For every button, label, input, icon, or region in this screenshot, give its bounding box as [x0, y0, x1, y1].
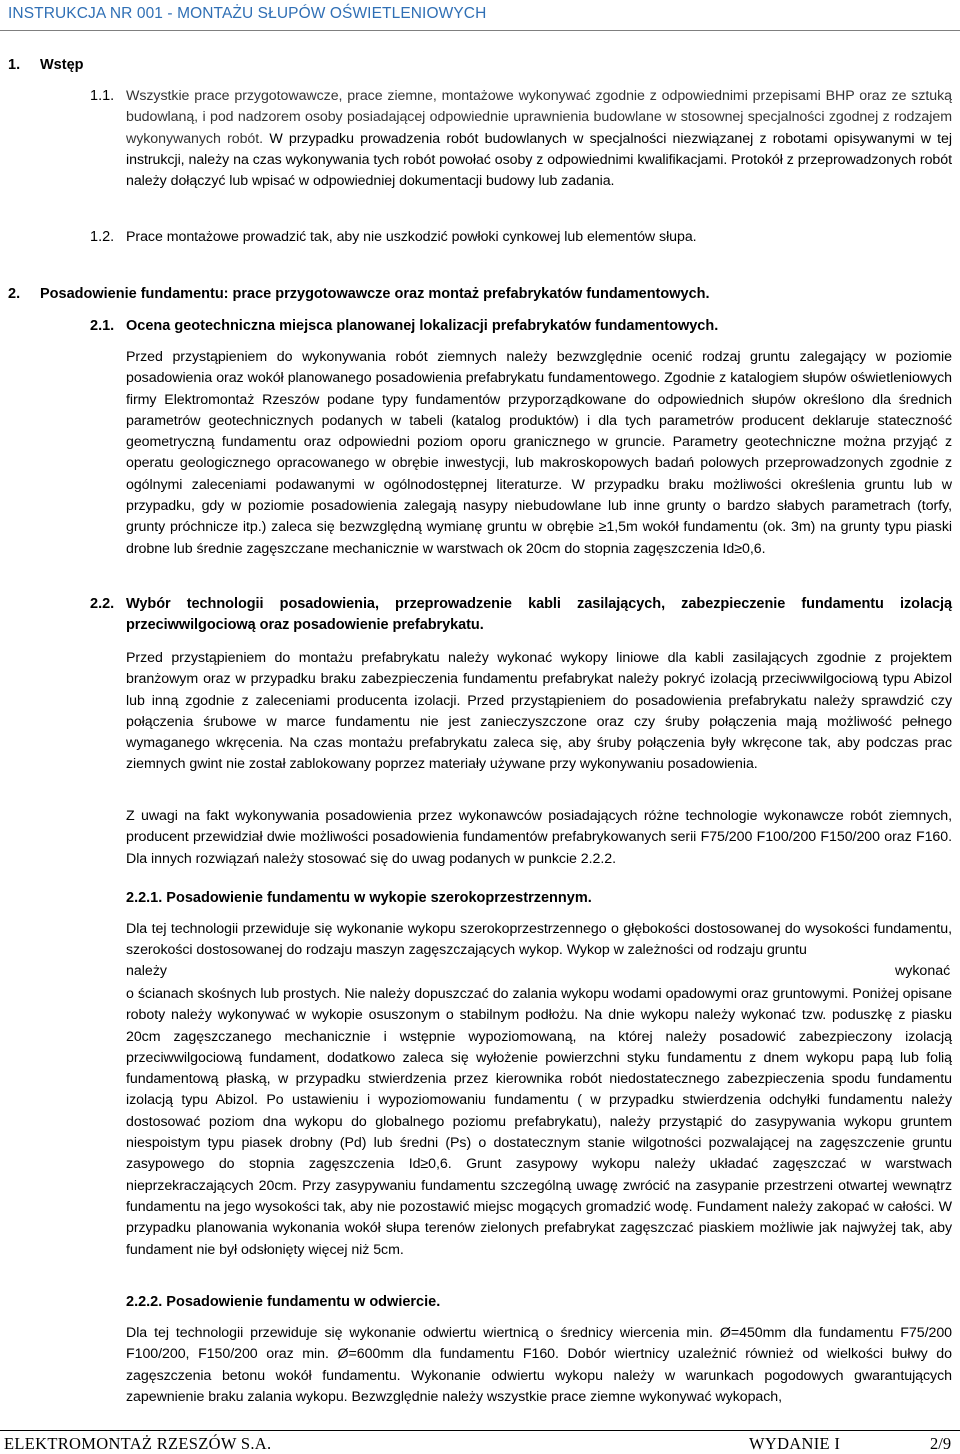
section-2-2-1-text-b-right: wykonać [895, 963, 951, 979]
section-2-2-1-text-a: Dla tej technologii przewiduje się wykonanie wykopu szerokoprzestrzennego o głębokości dostosowanej do wysokości fundamentu, szerokości dostosowanej do rodzaju maszyn zagęszczających wykop. Wykop w zależności od rodzaju gruntu [126, 921, 952, 959]
document-header [0, 0, 960, 31]
section-2-1-title: Ocena geotechniczna miejsca planowanej lokalizacji prefabrykatów fundamentowych. [126, 318, 719, 334]
section-2-2-text-1: Przed przystąpieniem do montażu prefabrykatu należy wykonać wykopy liniowe dla kabli zasilających zgodnie z projektem branżowym oraz w przypadku braku zabezpieczenia fundamentu prefabrykat należy pokryć izolacją przeciwwilgociową typu Abizol lub inną zgodnie z zaleceniami producenta izolacji. Przed przystąpieniem do posadowienia prefabrykatu należy sprawdzić czy połączenia śrubowe w marce fundamentu nie jest zanieczyszczone oraz czy śruby połączenia mają możliwość pełnego wymaganego wkręcenia. Na czas montażu prefabrykatu zaleca się, aby śruby połączenia były wkręcone tak, aby podczas prac ziemnych gwint nie został zablokowany poprzez materiały używane przy wykonywaniu posadowienia. [126, 650, 952, 773]
document-title: INSTRUKCJA NR 001 - MONTAŻU SŁUPÓW OŚWIETLENIOWYCH [8, 5, 487, 22]
footer-company: ELEKTROMONTAŻ RZESZÓW S.A. [4, 1434, 272, 1453]
section-2-2-number: 2.2. [90, 596, 115, 612]
footer-page-number: 2/9 [930, 1434, 952, 1453]
section-2-2-text-2: Z uwagi na fakt wykonywania posadowienia przez wykonawców posiadających różne technologie wykonawcze robót ziemnych, producent przewidział dwie możliwości posadowienia fundamentów prefabrykowanych serii F75/200 F100/200 F150/200 oraz F160. Dla innych rozwiązań należy stosować się do uwag podanych w punkcie 2.2.2. [126, 808, 952, 867]
document-footer [0, 1430, 960, 1454]
section-2-1-number: 2.1. [90, 318, 115, 334]
section-2-2-1-text-b-left: należy [126, 963, 168, 979]
section-1-2-text: Prace montażowe prowadzić tak, aby nie uszkodzić powłoki cynkowej lub elementów słupa. [126, 229, 697, 245]
section-2-2-1-text-c: o ścianach skośnych lub prostych. Nie należy dopuszczać do zalania wykopu wodami opadowymi oraz gruntowymi. Poniżej opisane roboty należy wykonywać w wykopie osuszonym o stabilnym podłożu. Na dnie wykopu należy wykonać tzw. poduszkę z piasku 20cm zagęszczanego mechanicznie i wstępnie wypoziomowaną, na której należy posadowić zabezpieczony izolacją przeciwwilgociową fundament, dodatkowo zaleca się wyłożenie powierzchni styku fundamentu z dnem wykopu papą lub folią fundamentową płaską, w przypadku stwierdzenia przez kierownika robót niedostatecznego zabezpieczenia spodu fundamentu izolacją typu Abizol. Po ustawieniu i wypoziomowaniu fundamentu ( w przypadku stwierdzenia odchyłki fundamentu należy dostosować poziom dna wykopu do globalnego poziomu prefabrykatu), należy przystąpić do zasypywania wykopu gruntem niespoistym typu piasek drobny (Pd) lub średni (Ps) o dostatecznym stanie wilgotności pozwalającej na zagęszczenie gruntu zasypowego do stopnia zagęszczenia Id≥0,6. Grunt zasypowy wykopu należy układać zagęszczać w warstwach nieprzekraczających 20cm. Przy zasypywaniu fundamentu szczególną uwagę zwrócić na zasypanie przestrzeni otwartej wewnątrz fundamentu na jego wysokości tak, aby nie pozostawić miejsc mogących gromadzić wodę. Fundament należy zakopać w całości. W przypadku planowania wykonania wokół słupa terenów zielonych prefabrykat zagęszczać piaskiem możliwie jak najwyżej tak, aby fundament nie był odsłonięty więcej niż 5cm. [126, 986, 952, 1258]
section-2-title: Posadowienie fundamentu: prace przygotowawcze oraz montaż prefabrykatów fundamentowych. [40, 286, 710, 302]
section-1-number: 1. [8, 57, 21, 73]
section-2-2-1-title: 2.2.1. Posadowienie fundamentu w wykopie szerokoprzestrzennym. [126, 890, 592, 906]
section-2-2-title: Wybór technologii posadowienia, przeprowadzenie kabli zasilających, zabezpieczenie fundamentu izolacją przeciwwilgociową oraz posadowienie prefabrykatu. [126, 596, 952, 634]
section-2-1-text: Przed przystąpieniem do wykonywania robót ziemnych należy bezwzględnie ocenić rodzaj gruntu zalegający w poziomie posadowienia oraz wokół planowanego posadowienia prefabrykatu fundamentowego. Zgodnie z katalogiem słupów oświetleniowych firmy Elektromontaż Rzeszów podane typy fundamentów przyporządkowane do odpowiednich słupów określono dla średnich parametrów geotechnicznych podanych w tabeli (katalog produktów) i dla tych parametrów producent deklaruje stateczność geometryczną fundamentu oraz odpowiedni poziom oporu granicznego w gruncie. Parametry geotechniczne można przyjąć z operatu geologicznego opracowanego w obrębie inwestycji, lub makroskopowych badań polowych przeprowadzonych zgodnie z ogólnymi zaleceniami podawanymi w ogólnodostępnej literaturze. W przypadku braku możliwości określenia gruntu lub w przypadku, gdy w poziomie posadowienia zalegają nasypy niebudowlane lub inne grunty o bardzo słabych parametrach (torfy, grunty próchnicze itp.) zaleca się bezwzględną wymianę gruntu w obrębie ≥1,5m wokół fundamentu (ok. 3m) na grunty typu piaski drobne lub średnie zagęszczane mechanicznie w warstwach ok 20cm do stopnia zagęszczenia Id≥0,6. [126, 349, 952, 557]
section-1-1-text-b: W przypadku prowadzenia robót budowlanych w specjalności niezwiązanej z robotami opisywanymi w tej instrukcji, należy na czas wykonywania tych robót powołać osoby z odpowiednimi kwalifikacjami. Protokół z przeprowadzonych robót należy dołączyć lub wpisać w odpowiedniej dokumentacji budowy lub zadania. [126, 130, 952, 190]
section-1-1-text [126, 86, 952, 192]
section-2-2-2-text: Dla tej technologii przewiduje się wykonanie odwiertu wiertnicą o średnicy wiercenia min. Ø=450mm dla fundamentu F75/200 F100/200, F150/200 oraz min. Ø=600mm dla fundamentu F160. Dobór wiertnicy uzależnić również od wielkości bułwy do zagęszczenia betonu wokół fundamentu. Wykonanie odwiertu wykopu należy w warunkach pogodowych gwarantujących zapewnienie braku zalania wykopu. Bezwzględnie należy wszystkie prace ziemne wykonywać wykopach, [126, 1325, 952, 1405]
section-2-number: 2. [8, 286, 21, 302]
section-2-2-2-title: 2.2.2. Posadowienie fundamentu w odwiercie. [126, 1294, 441, 1310]
section-1-1-number: 1.1. [90, 88, 115, 104]
section-1-2-number: 1.2. [90, 229, 115, 245]
footer-edition: WYDANIE I [749, 1434, 841, 1453]
section-1-1-text-a: Wszystkie prace przygotowawcze, prace ziemne, montażowe wykonywać zgodnie z odpowiednimi przepisami BHP oraz ze sztuką budowlaną, i pod nadzorem osoby posiadającej odpowiednie uprawnienia budowlane w stosownej specjalności zgodnej z rodzajem wykonywanych robót. [126, 88, 952, 147]
section-1-title: Wstęp [40, 57, 84, 73]
